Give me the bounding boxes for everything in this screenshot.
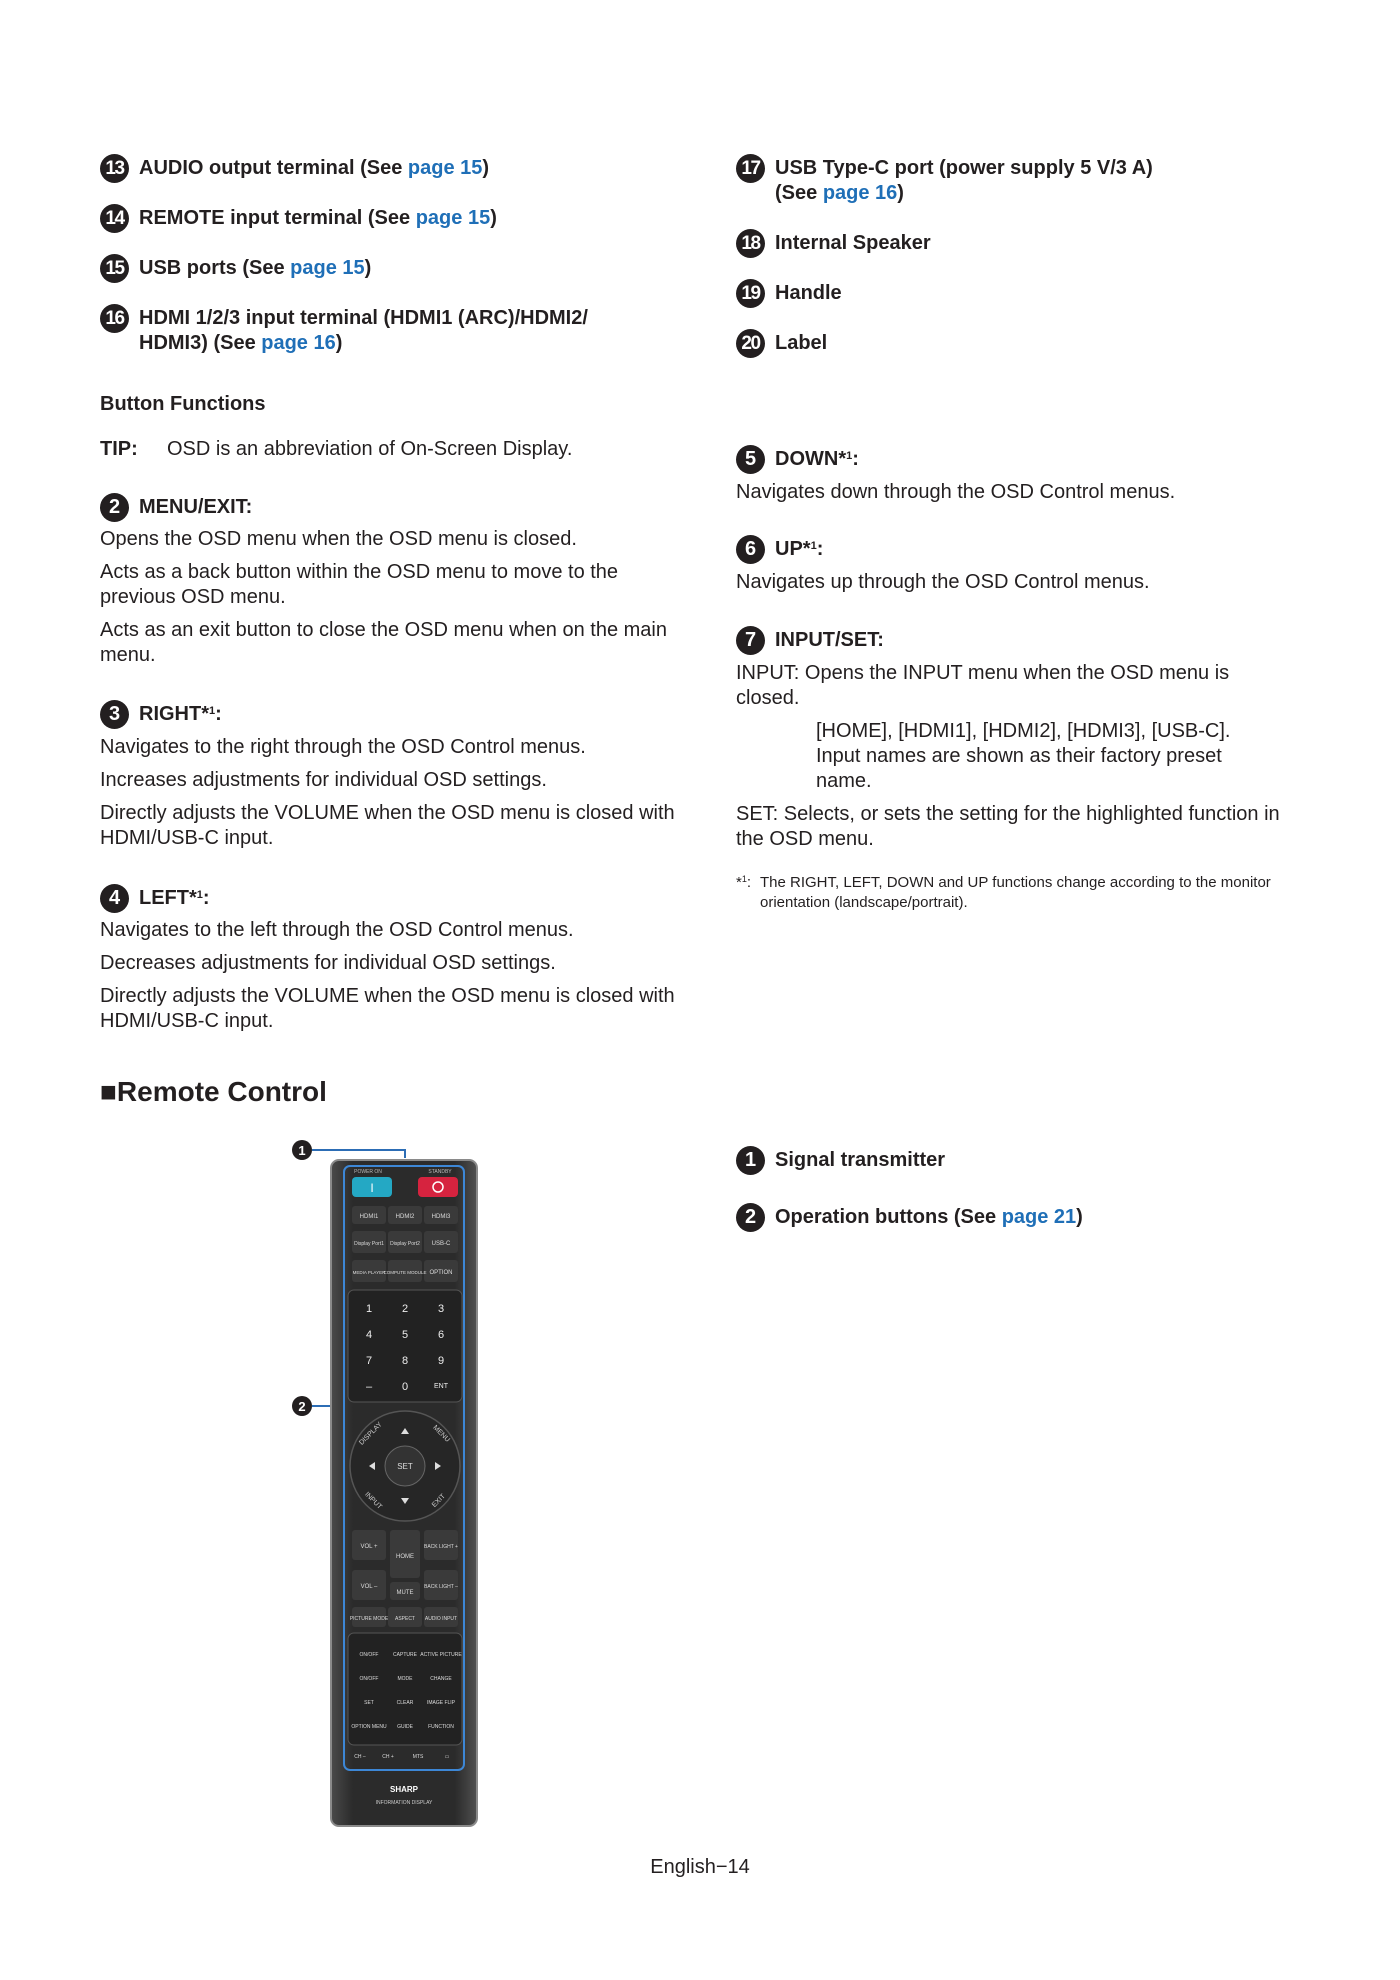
svg-text:8: 8	[401, 1355, 409, 1367]
svg-text:SET: SET	[397, 1462, 413, 1471]
tip-label: TIP:	[100, 438, 138, 460]
svg-text:DISPLAY: DISPLAY	[358, 1421, 384, 1447]
remote-item-signal-transmitter: 1 Signal transmitter	[736, 1148, 945, 1175]
svg-text:MENU: MENU	[431, 1424, 451, 1444]
svg-text:ON/OFF: ON/OFF	[359, 1652, 379, 1658]
svg-text:OPTION: OPTION	[429, 1270, 453, 1276]
svg-text:7: 7	[365, 1355, 373, 1367]
number-badge: 14	[100, 204, 129, 233]
svg-text:VOL –: VOL –	[360, 1584, 378, 1590]
svg-text:ASPECT: ASPECT	[394, 1616, 416, 1622]
svg-text:1: 1	[365, 1303, 373, 1315]
svg-text:VOL +: VOL +	[360, 1544, 378, 1550]
connector-item-14: 14 REMOTE input terminal (See page 15)	[100, 206, 497, 233]
svg-text:1: 1	[298, 1143, 306, 1158]
input-names-note: [HOME], [HDMI1], [HDMI2], [HDMI3], [USB-C]. Input names are shown as their factory preset name.	[816, 720, 1231, 792]
section-heading-button-functions: Button Functions	[100, 393, 266, 415]
page-link[interactable]: page 15	[415, 207, 491, 229]
number-badge: 15	[100, 254, 129, 283]
page-footer: English−14	[650, 1856, 750, 1878]
button-description: INPUT: Opens the INPUT menu when the OSD menu is closed. [HOME], [HDMI1], [HDMI2], [HDMI3], [USB-C]. Input names are shown as their factory preset name. SET: Selects, or sets the setting for the highlighted function in the OSD menu.	[736, 662, 1280, 850]
page-link[interactable]: page 16	[822, 182, 898, 204]
svg-text:I: I	[370, 1181, 374, 1195]
connector-item-20: 20 Label	[736, 331, 827, 358]
svg-text:CLEAR: CLEAR	[396, 1700, 414, 1706]
button-description: Navigates to the right through the OSD Control menus. Increases adjustments for individual OSD settings. Directly adjusts the VOLUME when the OSD menu is closed with HDMI/USB-C input.	[100, 736, 675, 849]
connector-item-17: 17 USB Type-C port (power supply 5 V/3 A) (See page 16)	[736, 156, 1153, 206]
svg-text:GUIDE: GUIDE	[397, 1724, 413, 1730]
remote-control-illustration	[280, 1130, 500, 1840]
number-badge: 4	[100, 884, 129, 913]
button-item-right: 3 RIGHT*$^1$:	[100, 702, 222, 729]
svg-text:ACTIVE PICTURE: ACTIVE PICTURE	[420, 1652, 462, 1658]
remote-item-operation-buttons: 2 Operation buttons (See page 21)	[736, 1205, 1083, 1232]
svg-text:5: 5	[401, 1329, 409, 1341]
button-description: Navigates to the left through the OSD Control menus. Decreases adjustments for individual OSD settings. Directly adjusts the VOLUME when the OSD menu is closed with HDMI/USB-C input.	[100, 919, 675, 1032]
svg-text:MTS: MTS	[412, 1754, 424, 1760]
footnote: *$^1$: The RIGHT, LEFT, DOWN and UP functions change according to the monitor orientation (landscape/portrait).	[736, 874, 1271, 911]
svg-text:POWER ON: POWER ON	[354, 1169, 382, 1175]
connector-item-13: 13 AUDIO output terminal (See page 15)	[100, 156, 489, 183]
svg-text:CH –: CH –	[354, 1754, 366, 1760]
connector-item-18: 18 Internal Speaker	[736, 231, 931, 258]
svg-text:AUDIO INPUT: AUDIO INPUT	[424, 1616, 458, 1622]
button-description: Navigates down through the OSD Control menus.	[736, 481, 1176, 503]
number-badge: 20	[736, 329, 765, 358]
number-badge: 1	[736, 1146, 765, 1175]
svg-text:SET: SET	[364, 1700, 374, 1706]
svg-text:FUNCTION: FUNCTION	[428, 1724, 454, 1730]
button-description: Navigates up through the OSD Control menus.	[736, 571, 1150, 593]
svg-text:ENT: ENT	[434, 1383, 448, 1390]
tip-text: OSD is an abbreviation of On-Screen Display.	[167, 438, 573, 460]
svg-text:EXIT: EXIT	[430, 1492, 447, 1509]
svg-text:IMAGE FLIP: IMAGE FLIP	[426, 1700, 456, 1706]
number-badge: 16	[100, 304, 129, 333]
number-badge: 3	[100, 700, 129, 729]
svg-text:INFORMATION DISPLAY: INFORMATION DISPLAY	[375, 1800, 433, 1806]
button-item-menu-exit: 2 MENU/EXIT:	[100, 495, 252, 522]
svg-text:2: 2	[401, 1303, 409, 1315]
page-link[interactable]: page 15	[407, 157, 483, 179]
svg-text:BACK LIGHT –: BACK LIGHT –	[424, 1584, 458, 1590]
standby-button	[418, 1177, 458, 1197]
svg-text:OPTION MENU: OPTION MENU	[351, 1724, 387, 1730]
svg-text:–: –	[365, 1381, 373, 1393]
svg-text:9: 9	[437, 1355, 445, 1367]
svg-text:Display Port2: Display Port2	[390, 1241, 420, 1247]
svg-text:ON/OFF: ON/OFF	[359, 1676, 379, 1682]
page-link[interactable]: page 15	[290, 257, 365, 279]
page-link[interactable]: page 16	[261, 332, 336, 354]
tip-note	[100, 437, 572, 462]
number-badge: 7	[736, 626, 765, 655]
section-heading-remote-control: ■Remote Control	[100, 1076, 327, 1107]
svg-text:CHANGE: CHANGE	[430, 1676, 452, 1682]
svg-text:MUTE: MUTE	[396, 1590, 414, 1596]
svg-text:STANDBY: STANDBY	[428, 1169, 452, 1175]
button-item-down: 5 DOWN*$^1$:	[736, 447, 859, 474]
button-item-up: 6 UP*$^1$:	[736, 537, 823, 564]
remote-brand: SHARP	[389, 1785, 419, 1794]
svg-text:HOME: HOME	[396, 1554, 414, 1560]
svg-text:CAPTURE: CAPTURE	[393, 1652, 417, 1658]
svg-text:3: 3	[437, 1303, 445, 1315]
number-badge: 2	[100, 493, 129, 522]
svg-text:PICTURE MODE: PICTURE MODE	[349, 1616, 389, 1622]
number-badge: 2	[736, 1203, 765, 1232]
page-link[interactable]: page 21	[1001, 1206, 1077, 1228]
number-badge: 17	[736, 154, 765, 183]
svg-text:COMPUTE MODULE: COMPUTE MODULE	[383, 1270, 427, 1275]
svg-text:USB-C: USB-C	[431, 1241, 451, 1247]
number-badge: 6	[736, 535, 765, 564]
connector-item-15: 15 USB ports (See page 15)	[100, 256, 371, 283]
svg-text:0: 0	[401, 1381, 409, 1393]
svg-text:▭: ▭	[444, 1754, 450, 1760]
number-badge: 19	[736, 279, 765, 308]
svg-text:6: 6	[437, 1329, 445, 1341]
svg-text:BACK LIGHT +: BACK LIGHT +	[424, 1544, 458, 1550]
svg-text:INPUT: INPUT	[363, 1491, 383, 1511]
number-badge: 5	[736, 445, 765, 474]
svg-text:MODE: MODE	[397, 1676, 413, 1682]
number-badge: 13	[100, 154, 129, 183]
svg-text:4: 4	[365, 1329, 373, 1341]
svg-text:MEDIA PLAYER: MEDIA PLAYER	[352, 1270, 386, 1275]
button-description: Opens the OSD menu when the OSD menu is closed. Acts as a back button within the OSD menu to move to the previous OSD menu. Acts as an exit button to close the OSD menu when on the main menu.	[100, 528, 667, 666]
svg-text:HDMI3: HDMI3	[431, 1214, 451, 1220]
svg-text:Display Port1: Display Port1	[354, 1241, 384, 1247]
svg-text:CH +: CH +	[382, 1754, 394, 1760]
number-badge: 18	[736, 229, 765, 258]
svg-text:HDMI2: HDMI2	[395, 1214, 415, 1220]
connector-item-16: 16 HDMI 1/2/3 input terminal (HDMI1 (ARC)/HDMI2/ HDMI3) (See page 16)	[100, 306, 588, 356]
svg-text:2: 2	[298, 1399, 306, 1414]
connector-item-19: 19 Handle	[736, 281, 842, 308]
button-item-left: 4 LEFT*$^1$:	[100, 886, 210, 913]
button-item-input-set: 7 INPUT/SET:	[736, 628, 884, 655]
svg-text:HDMI1: HDMI1	[359, 1214, 379, 1220]
